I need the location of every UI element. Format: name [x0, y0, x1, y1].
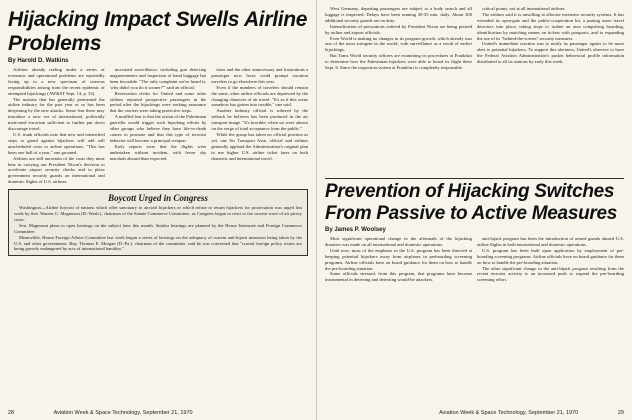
paragraph: increased surveillance, including gun detecting magnetometers and inspection of hand baggage has been favorable. "The only complaint we've heard is, 'why didn't you do it sooner?'" said an official. [109, 67, 207, 90]
paragraph: anti-hijack program has been the introduction of armed guards aboard U.S. airline flights in both international and domestic operations. [477, 236, 624, 247]
article-column-1 [325, 6, 472, 176]
paragraph: The airlines said it is unwilling to allocate extensive security systems. It has extended its open-gate and the public-cooperation kit, a putting more travel detectors into place, taking steps to isolate an area comprising boarding, identification by matching names on tickets with passports, and to expanding the use of its "behind-the-scenes" security measures. [477, 11, 624, 41]
paragraph: United's immediate reaction was to notify its passenger agents to be more alert to potential hijackers. To support this alertness, United's observer to have the Federal Aviation Administration's packet behavioral profile information distributed to all its stations by early this week. [477, 41, 624, 65]
sidebar-box [8, 189, 308, 256]
article-columns-top [325, 6, 624, 176]
article-column-2 [477, 6, 624, 176]
article-columns-bottom [325, 236, 624, 283]
paragraph: U.S. trunk officials note that new and intensified steps to guard against hijackers will add still unscheduled costs to airline operations. "This has been one hell of a year," one groaned. [8, 131, 105, 155]
paragraph: Airlines are still uncertain of the costs they must bear in carrying out President Nixon's decision to accelerate airport security checks and to place government security guards on international and domestic flights of U.S. airlines. [8, 155, 105, 185]
paragraph: tions and the other unnecessary and frustrations a passenger now faces could prompt vacation travelers to go elsewhere this year. [211, 67, 309, 84]
article-headline: Hijacking Impact Swells Airline Problems [8, 8, 308, 55]
paragraph: West Germany, departing passengers are subject to a body search and all luggage is inspected. Delays have been running 30-35 min. daily. About 300 additional security guards are on duty. [325, 6, 472, 23]
article-column-3 [211, 67, 308, 185]
paragraph: The other significant change in the anti-hijack program resulting from the recent terrorist activity is an increased push to expand the pre-boarding screening effort. [477, 265, 624, 283]
paragraph: Meanwhile, House Foreign Affairs Committee last week began a series of hearings on the adequacy of current anti-hijack measures being taken by the U.S. and other governments. Rep. Thomas E. Morgan (D.-Pa.), chairman of the committee, said he was concerned that "crucial foreign policy issues are being gravely endangered by acts of international banditry." [14, 234, 302, 252]
divider [325, 178, 624, 179]
sidebar-text [14, 205, 302, 252]
paragraph: Most significant operational change in the aftermath of the hijacking disasters was made on all international and domestic operations. [325, 236, 472, 247]
paragraph: Until now, most of the emphasis in the U.S. program has been directed at keeping potential hijackers away from airplanes in preboarding screening programs. Airline officials have on board guidance for them on how to handle the pre-boarding situation. [325, 247, 472, 271]
paragraph: Sen. Magnuson plans to open hearings on the subject later this month. Similar hearings are planned by the House Interstate and Foreign Commerce Committee. [14, 222, 302, 234]
publication-line: Aviation Week & Space Technology, September 21, 1970 [53, 410, 193, 416]
paragraph: Some officials stressed, from this program, that programs have become instrumental in deterring and detecting would-be attackers. [325, 271, 472, 283]
article-byline: By Harold D. Watkins [8, 58, 69, 64]
article-columns [8, 67, 308, 185]
page-footer [439, 410, 624, 416]
article-column-2 [110, 67, 207, 185]
paragraph: A muffled fear is that the action of the Palestinian guerrilla would trigger such hijacking efforts by other groups who believe they have life-or-death causes to promote and that this type of terrorist behavior will become a principal weapon. [109, 114, 207, 143]
paragraph: Another industry official is sobered by the setback he believes has been produced in the air transport image. "It's horrible; when we were almost on the verge of total acceptance from the public." [211, 108, 309, 132]
paragraph: Even if the numbers of travelers should remain the same, other airline officials are depressed by the changing character of air travel. "It's as if this scene somehow has gotten into trouble," one said. [211, 84, 309, 108]
paragraph: Early reports were that the flights were undertaken without incident, with fewer sky marshals aboard than expected. [109, 143, 207, 161]
article-column-3 [325, 236, 472, 283]
paragraph: Airlines already reeling under a series of economic and operational problems are reportedly facing up to a new spectrum of onerous responsibilities arising from the recent epidemic of attempted hijackings (AW&ST Sept. 14, p. 33). [8, 67, 105, 96]
paragraph: The malaise that has generally permeated the airline industry for the past year or so has been deepening by the new attacks. Some fear these may introduce a new era of international, politically motivated terrorism sufficient to further put down discourage travel. [8, 96, 105, 132]
paragraph: critical points, not at all international airlines. [482, 6, 566, 11]
paragraph: But Trans World security officers are examining its procedures at Frankfurt to determine how the Palestinian hijackers were able to board its flight there Sept. 6. Since the inspection system at Frankfurt is completely responsible. [325, 53, 472, 71]
paragraph: Intensification of precautions ordered by President Nixon are being praised by airline and airport officials. [325, 23, 472, 35]
article-column-1 [8, 67, 105, 185]
article-headline: Prevention of Hijacking Switches From Passive to Active Measures [325, 181, 618, 224]
article-column-4 [477, 236, 624, 283]
publication-line: Aviation Week & Space Technology, September 21, 1970 [439, 410, 579, 416]
paragraph: Even World is making no changes in its program growth, which already was one of the most stringent in the world, with surveillance as a result of earlier hijackings. [325, 35, 472, 53]
page-number: 29 [617, 410, 624, 416]
page-number: 28 [8, 410, 15, 416]
sidebar-title: Boycott Urged in Congress [108, 193, 208, 204]
right-page [316, 0, 632, 420]
article-byline: By James P. Woolsey [325, 227, 386, 233]
paragraph: Reservation clerks for United and some other airlines reported prospective passengers in the period after the hijackings were seeking assurance that the carriers were taking protective steps. [109, 90, 207, 114]
page-footer [8, 410, 193, 416]
paragraph: While the group has taken no official position as yet, one Air Transport Assn. official said airlines generally applaud the Administration's original plan to use higher U.S. airline ticket fares on both domestic and international travel. [211, 131, 309, 161]
paragraph: Washington—Airline boycott of nations which offer sanctuary to aircraft hijackers or which refuse to return hijackers for prosecution was urged last week by Sen. Warren G. Magnuson (D.-Wash.), chairman of the Senate Commerce Committee, as Congress began to react to the current wave of air piracy cases. [14, 205, 302, 222]
paragraph: U.S. program has been built upon application by employment of pre-boarding screening programs. Airline officials have on board guidance for them on how to handle the pre-boarding situation. [477, 247, 624, 265]
